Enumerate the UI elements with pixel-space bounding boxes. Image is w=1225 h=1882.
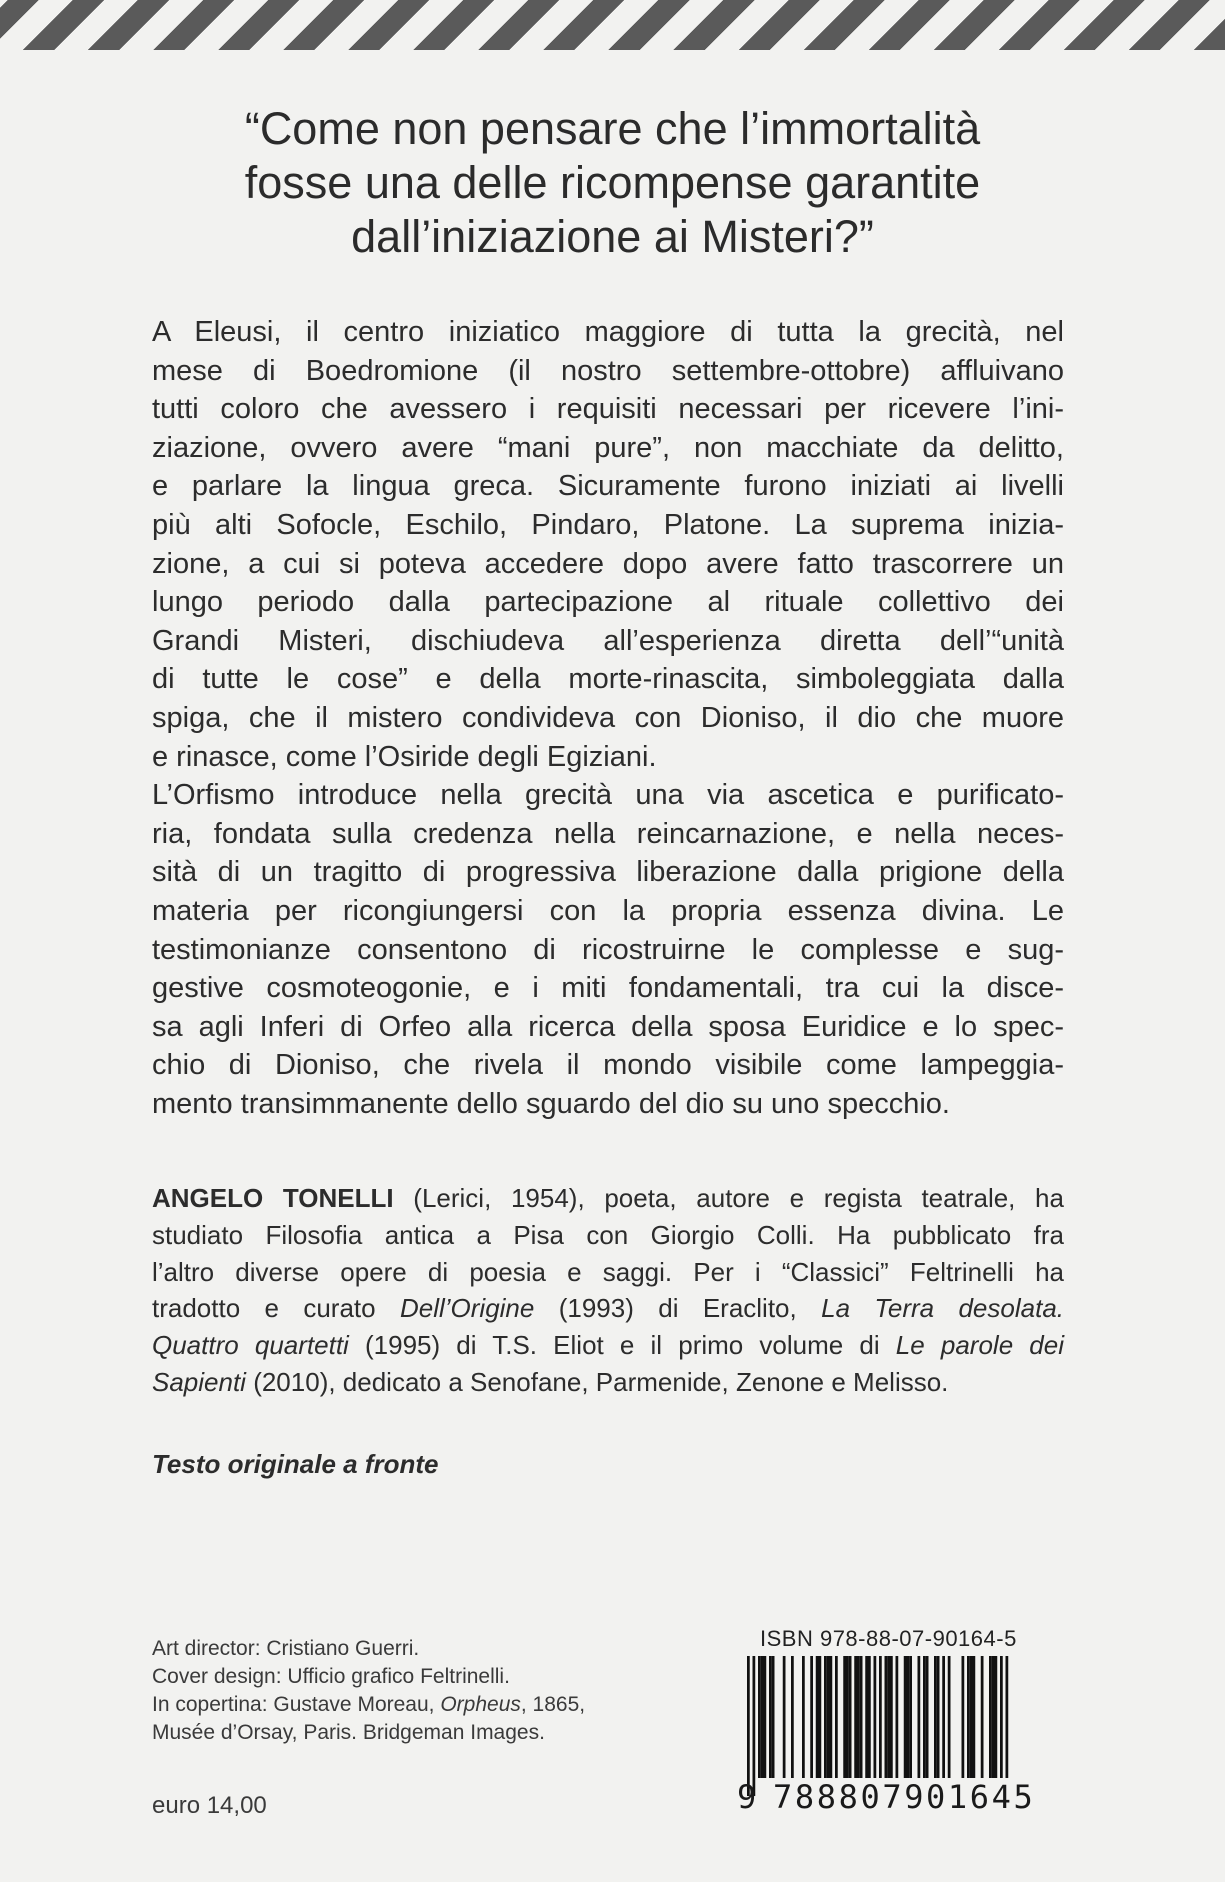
quote-line: “Come non pensare che l’immortalità [244, 103, 981, 154]
author-name: ANGELO TONELLI [152, 1183, 394, 1213]
description-line: mese di Boedromione (il nostro settembre-ottobre) affluivano [152, 354, 1064, 387]
barcode-bar [973, 1656, 976, 1778]
original-text-note: Testo originale a fronte [152, 1449, 439, 1479]
description-line: ria, fondata sulla credenza nella reincarnazione, e nella neces- [152, 817, 1064, 850]
description-line: mento transimmanente dello sguardo del dio su uno specchio. [152, 1087, 950, 1120]
barcode-bar [909, 1656, 912, 1778]
bio-line: ANGELO TONELLI (Lerici, 1954), poeta, autore e regista teatrale, ha [152, 1183, 1064, 1213]
barcode-bar [835, 1656, 838, 1778]
barcode-bar [849, 1656, 852, 1778]
barcode-bar [758, 1656, 761, 1778]
barcode-bar [827, 1656, 830, 1778]
barcode-bar [865, 1656, 868, 1778]
barcode-guard-bar [1006, 1656, 1009, 1796]
barcode-digit-groups: 788807901645 [773, 1778, 1036, 1816]
description-line: e rinasce, come l’Osiride degli Egiziani. [152, 740, 657, 773]
description-line: tutti coloro che avessero i requisiti necessari per ricevere l’ini- [152, 393, 1064, 426]
description-line: Grandi Misteri, dischiudeva all’esperienza diretta dell’“unità [152, 624, 1064, 657]
price-label: euro 14,00 [152, 1792, 267, 1819]
barcode-bar [857, 1656, 860, 1778]
barcode-bar [992, 1656, 995, 1778]
barcode-bar [948, 1656, 951, 1778]
barcode-first-digit: 9 [737, 1778, 757, 1816]
quote-line: dall’iniziazione ai Misteri?” [351, 211, 874, 262]
barcode-bar [764, 1656, 767, 1778]
description-line: zione, a cui si poteva accedere dopo avere fatto trascorrere un [152, 547, 1064, 580]
credit-line: Art director: Cristiano Guerri. [152, 1637, 420, 1660]
credit-line: In copertina: Gustave Moreau, Orpheus, 1865, [152, 1693, 586, 1716]
barcode-bar [868, 1656, 871, 1778]
barcode-bar [791, 1656, 794, 1778]
bio-line: l’altro diverse opere di poesia e saggi. Per i “Classici” Feltrinelli ha [152, 1256, 1064, 1287]
barcode-bar [772, 1656, 775, 1778]
book-title: Quattro quartetti [152, 1330, 349, 1361]
barcode-bar [769, 1656, 772, 1778]
barcode-guard-bar [747, 1656, 750, 1796]
barcode-bar [802, 1656, 805, 1778]
barcode-bar [885, 1656, 888, 1778]
description-line: ziazione, ovvero avere “mani pure”, non macchiate da delitto, [152, 431, 1064, 464]
barcode [735, 1656, 1035, 1818]
barcode-bar [923, 1656, 926, 1778]
barcode-bar [890, 1656, 893, 1778]
barcode-bar [843, 1656, 846, 1778]
barcode-bar [824, 1656, 827, 1778]
barcode-bar [887, 1656, 890, 1778]
description-line: lungo periodo dalla partecipazione al rituale collettivo dei [152, 586, 1064, 619]
bio-line: studiato Filosofia antica a Pisa con Giorgio Colli. Ha pubblicato fra [152, 1219, 1064, 1250]
barcode-guard-bar [874, 1656, 877, 1796]
book-title: Dell’Origine [399, 1293, 535, 1324]
barcode-bar [970, 1656, 973, 1778]
barcode-bar [942, 1656, 945, 1778]
barcode-bar [981, 1656, 984, 1778]
barcode-bar [783, 1656, 786, 1778]
cover-credits [152, 1635, 585, 1747]
barcode-icon [735, 1656, 1035, 1796]
barcode-bar [967, 1656, 970, 1778]
description-line: chio di Dioniso, che rivela il mondo visibile come lampeggia- [152, 1049, 1064, 1082]
barcode-bar [989, 1656, 992, 1778]
barcode-bar [934, 1656, 937, 1778]
barcode-bar [854, 1656, 857, 1778]
description-line: sità di un tragitto di progressiva liberazione dalla prigione della [152, 856, 1064, 889]
barcode-guard-bar [753, 1656, 756, 1796]
bio-line: Quattro quartetti (1995) di T.S. Eliot e il primo volume di Le parole dei [152, 1330, 1065, 1361]
isbn-label: ISBN 978-88-07-90164-5 [760, 1626, 1017, 1651]
author-bio [152, 1180, 1064, 1401]
barcode-bar [761, 1656, 764, 1778]
barcode-bar [904, 1656, 907, 1778]
book-title: Sapienti [152, 1366, 246, 1397]
barcode-guard-bar [879, 1656, 882, 1796]
back-cover-quote [150, 102, 1075, 264]
credit-line: Cover design: Ufficio grafico Feltrinelli. [152, 1665, 510, 1688]
credit-line: Musée d’Orsay, Paris. Bridgeman Images. [152, 1721, 545, 1744]
book-title: Le parole dei [895, 1330, 1065, 1361]
barcode-bar [846, 1656, 849, 1778]
description-line: spiga, che il mistero condivideva con Dioniso, il dio che muore [152, 701, 1064, 734]
quote-line: fosse una delle ricompense garantite [244, 157, 981, 208]
bio-line: Sapienti (2010), dedicato a Senofane, Parmenide, Zenone e Melisso. [152, 1366, 949, 1397]
description-line: materia per ricongiungersi con la propria essenza divina. Le [152, 894, 1064, 927]
description-line: di tutte le cose” e della morte-rinascita, simboleggiata dalla [152, 663, 1064, 696]
description-line: sa agli Inferi di Orfeo alla ricerca della sposa Euridice e lo spec- [152, 1010, 1064, 1043]
artwork-title: Orpheus [440, 1693, 521, 1716]
barcode-bar [830, 1656, 833, 1778]
barcode-bar [918, 1656, 921, 1778]
barcode-bar [907, 1656, 910, 1778]
barcode-bar [962, 1656, 965, 1778]
description-line: A Eleusi, il centro iniziatico maggiore di tutta la grecità, nel [152, 316, 1064, 348]
description-line: più alti Sofocle, Eschilo, Pindaro, Platone. La suprema inizia- [152, 508, 1064, 541]
top-stripe-border [0, 0, 1225, 50]
barcode-bar [896, 1656, 899, 1778]
description-line: testimonianze consentono di ricostruirne le complesse e sug- [152, 933, 1064, 966]
barcode-bar [816, 1656, 819, 1778]
description-line: e parlare la lingua greca. Sicuramente furono iniziati ai livelli [152, 470, 1064, 503]
book-title: La Terra desolata. [821, 1293, 1064, 1324]
barcode-bar [937, 1656, 940, 1778]
bio-line: tradotto e curato Dell’Origine (1993) di Eraclito, La Terra desolata. [152, 1293, 1064, 1324]
barcode-bar [810, 1656, 813, 1778]
barcode-bar [819, 1656, 822, 1778]
description-line: L’Orfismo introduce nella grecità una via ascetica e purificato- [152, 779, 1064, 812]
description-line: gestive cosmoteogonie, e i miti fondamentali, tra cui la disce- [152, 972, 1064, 1005]
barcode-guard-bar [1000, 1656, 1003, 1796]
barcode-bar [995, 1656, 998, 1778]
description-text [152, 313, 1064, 1123]
barcode-bar [860, 1656, 863, 1778]
barcode-bar [926, 1656, 929, 1778]
